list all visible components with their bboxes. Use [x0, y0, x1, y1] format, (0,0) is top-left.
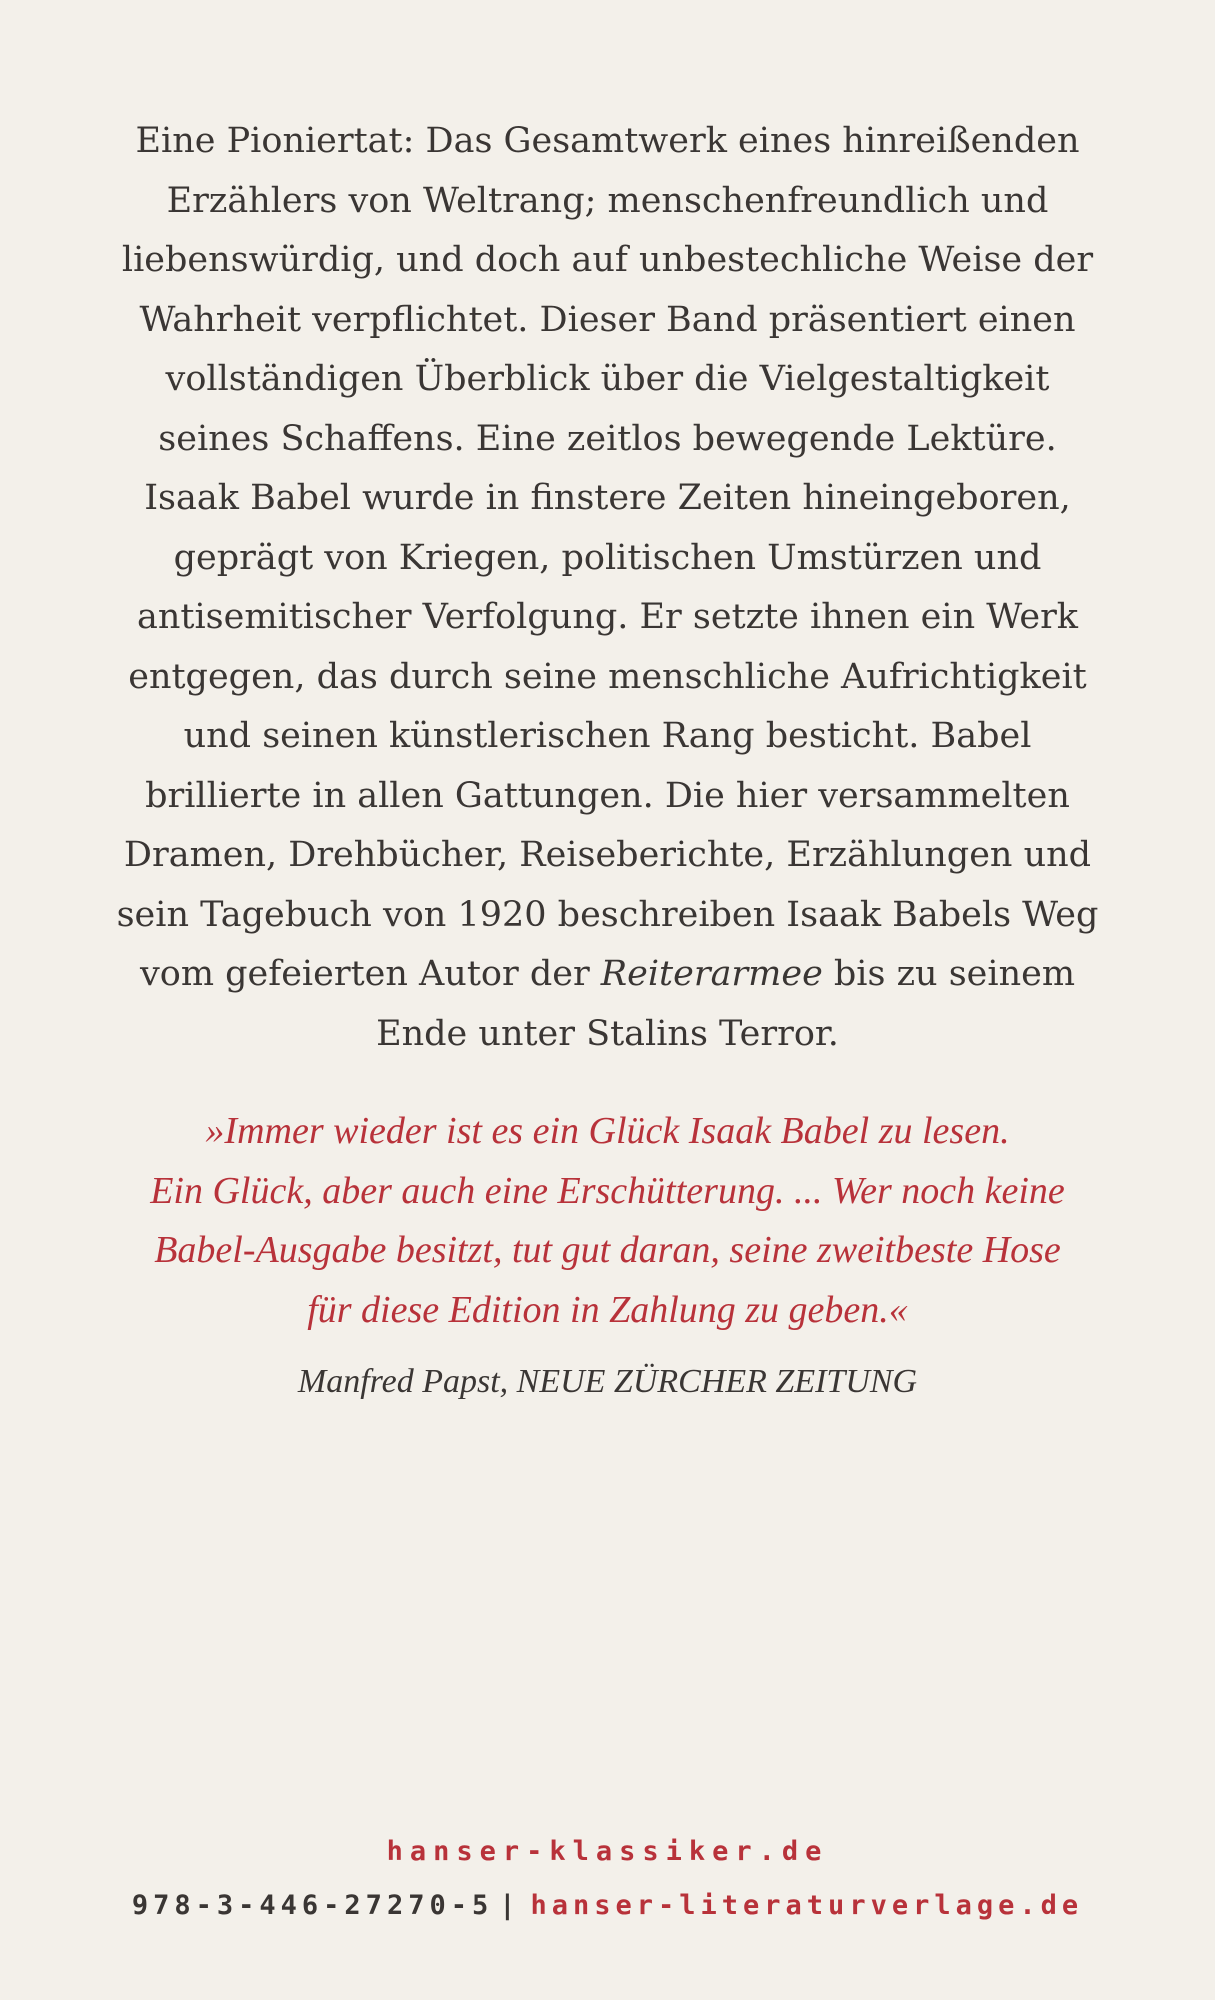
press-quote: [100, 1102, 1115, 1340]
blurb-text-segment: vom gefeierten Autor der: [139, 954, 601, 994]
blurb-line: Isaak Babel wurde in finstere Zeiten hineingeboren,: [144, 478, 1071, 518]
quote-line: »Immer wieder ist es ein Glück Isaak Babel zu lesen.: [205, 1110, 1010, 1152]
blurb-line: Ende unter Stalins Terror.: [376, 1013, 839, 1054]
blurb-line: [100, 945, 1115, 1005]
blurb-text: [100, 112, 1115, 1064]
blurb-line: sein Tagebuch von 1920 beschreiben Isaak Babels Weg: [116, 894, 1099, 935]
blurb-line: Dramen, Drehbücher, Reiseberichte, Erzählungen und: [123, 835, 1092, 875]
blurb-line: seines Schaffens. Eine zeitlos bewegende Lektüre.: [158, 418, 1057, 459]
blurb-line: Erzählers von Weltrang; menschenfreundlich und: [166, 180, 1049, 221]
footer-separator: |: [499, 1890, 521, 1921]
book-title-reiterarmee: Reiterarmee: [600, 954, 823, 994]
blurb-line: antisemitischer Verfolgung. Er setzte ihnen ein Werk: [136, 597, 1079, 637]
quote-line: Ein Glück, aber auch eine Erschütterung. ... Wer noch keine: [150, 1169, 1065, 1212]
blurb-line: vollständigen Überblick über die Vielgestaltigkeit: [165, 359, 1050, 399]
quote-line: für diese Edition in Zahlung zu geben.«: [307, 1288, 908, 1331]
blurb-line: Eine Pioniertat: Das Gesamtwerk eines hinreißenden: [135, 121, 1080, 161]
footer-row: [0, 1886, 1215, 1926]
quote-attribution: Manfred Papst, NEUE ZÜRCHER ZEITUNG: [297, 1363, 918, 1400]
blurb-text-segment: bis zu seinem: [822, 954, 1076, 994]
blurb-line: liebenswürdig, und doch auf unbestechliche Weise der: [121, 240, 1094, 280]
isbn-number: 978-3-446-27270-5: [131, 1890, 494, 1921]
blurb-line: geprägt von Kriegen, politischen Umstürzen und: [173, 537, 1042, 578]
blurb-line: und seinen künstlerischen Rang besticht. Babel: [183, 716, 1032, 756]
quote-line: Babel-Ausgabe besitzt, tut gut daran, seine zweitbeste Hose: [154, 1229, 1061, 1271]
website-link-hanser-klassiker[interactable]: hanser-klassiker.de: [386, 1836, 829, 1867]
blurb-line: Wahrheit verpflichtet. Dieser Band präsentiert einen: [139, 299, 1076, 340]
blurb-line: entgegen, das durch seine menschliche Aufrichtigkeit: [128, 656, 1087, 697]
blurb-line: brillierte in allen Gattungen. Die hier versammelten: [145, 775, 1070, 816]
website-link-hanser-literaturverlage[interactable]: hanser-literaturverlage.de: [530, 1890, 1084, 1921]
